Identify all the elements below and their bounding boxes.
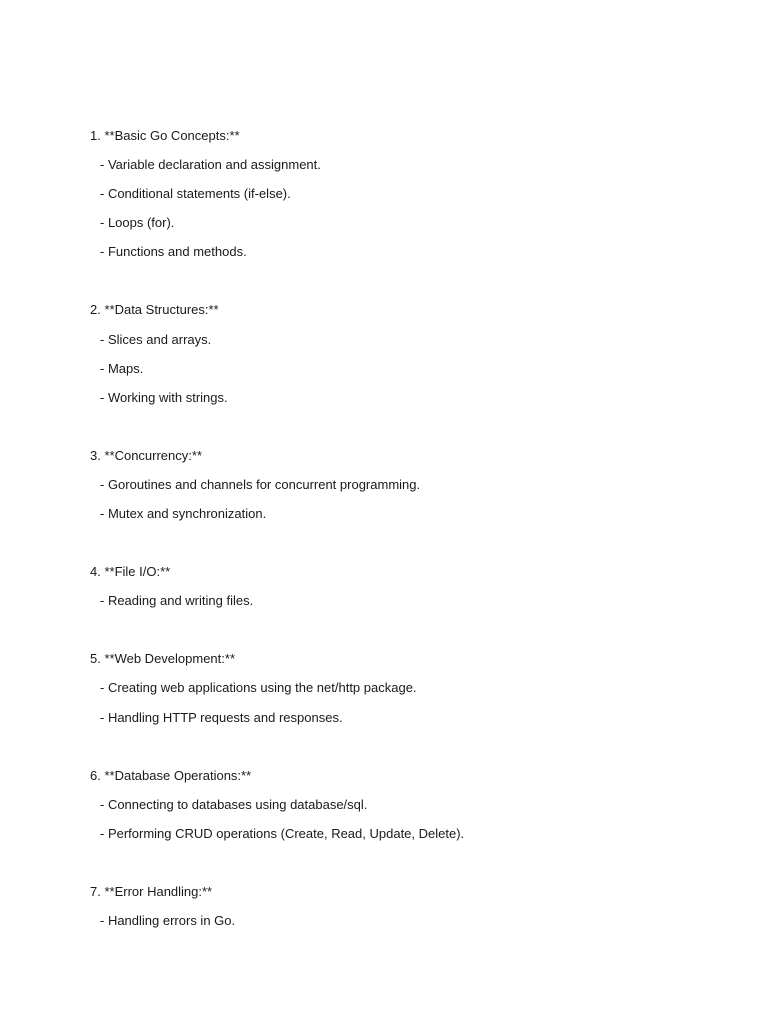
list-item: - Reading and writing files. xyxy=(100,593,254,609)
section-basic-go-concepts xyxy=(90,121,730,266)
list-item: - Maps. xyxy=(100,360,144,376)
list-item: - Mutex and synchronization. xyxy=(100,506,267,522)
list-item: - Handling errors in Go. xyxy=(100,912,236,928)
section-heading: 6. **Database Operations:** xyxy=(90,767,252,783)
section-error-handling xyxy=(90,877,730,935)
list-item: - Handling HTTP requests and responses. xyxy=(100,709,343,725)
section-web-development xyxy=(90,644,730,731)
section-heading: 4. **File I/O:** xyxy=(90,564,171,580)
list-item: - Loops (for). xyxy=(100,215,175,231)
list-item: - Connecting to databases using database/sql. xyxy=(100,796,368,812)
list-item: - Performing CRUD operations (Create, Read, Update, Delete). xyxy=(100,825,465,841)
list-item: - Creating web applications using the net/http package. xyxy=(100,680,417,696)
section-heading: 5. **Web Development:** xyxy=(90,651,236,667)
section-database-operations xyxy=(90,761,730,848)
section-file-io xyxy=(90,557,730,615)
section-heading: 2. **Data Structures:** xyxy=(90,302,219,318)
section-concurrency xyxy=(90,441,730,528)
section-data-structures xyxy=(90,295,730,411)
list-item: - Functions and methods. xyxy=(100,244,247,260)
section-heading: 7. **Error Handling:** xyxy=(90,883,213,899)
section-heading: 1. **Basic Go Concepts:** xyxy=(90,128,240,143)
list-item: - Goroutines and channels for concurrent programming. xyxy=(100,476,421,492)
list-item: - Slices and arrays. xyxy=(100,331,212,347)
topic-list xyxy=(90,121,730,964)
list-item: - Working with strings. xyxy=(100,389,228,405)
list-item: - Variable declaration and assignment. xyxy=(100,157,321,173)
list-item: - Conditional statements (if-else). xyxy=(100,186,291,202)
section-heading: 3. **Concurrency:** xyxy=(90,447,202,463)
